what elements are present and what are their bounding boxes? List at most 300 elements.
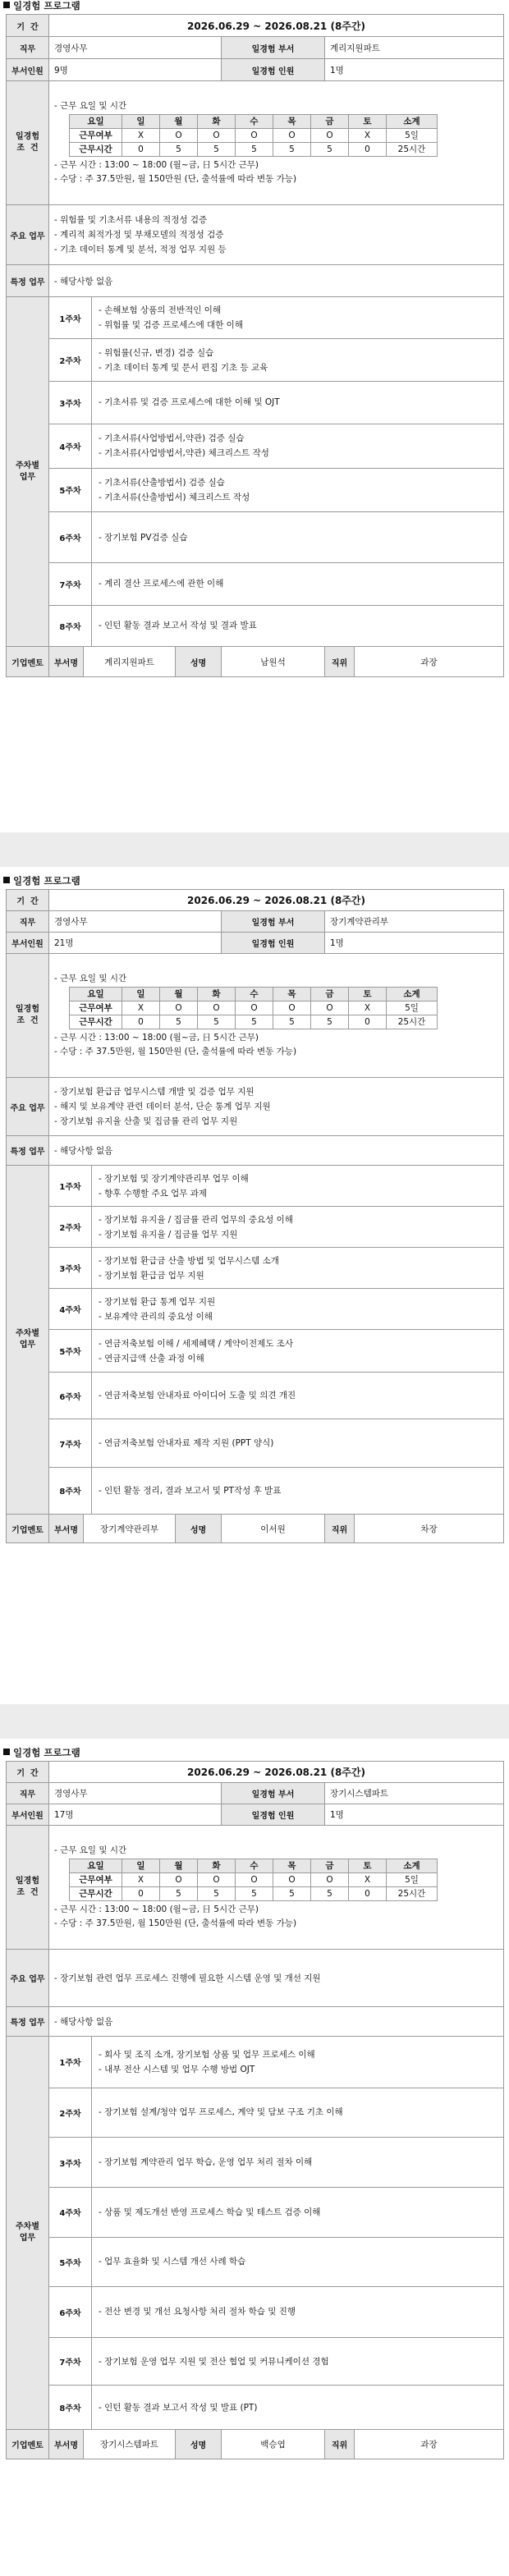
- special-tasks-value: - 해당사항 없음: [49, 1136, 504, 1166]
- week-row: [49, 1289, 504, 1330]
- square-bullet-icon: [3, 2, 10, 8]
- program-table: [6, 889, 504, 1543]
- schedule-header-cell: 요일: [70, 115, 122, 129]
- schedule-header-cell: 수: [236, 988, 273, 1002]
- week-tasks: [92, 297, 504, 339]
- mentor-label: 기업멘토: [7, 647, 49, 677]
- mentor-name-label: 성명: [176, 2430, 222, 2459]
- trainees-value: 1명: [325, 1804, 504, 1826]
- weekly-label-line: 주차별: [16, 1329, 39, 1338]
- week-tasks: [92, 2237, 504, 2287]
- work-time-note: - 근무 시간 : 13:00 ~ 18:00 (월~금, 日 5시간 근무): [54, 1904, 259, 1914]
- schedule-work-cell: O: [311, 129, 349, 143]
- week-tasks: [92, 1330, 504, 1373]
- mentor-label: 기업멘토: [7, 2430, 49, 2459]
- special-tasks-value: - 해당사항 없음: [49, 265, 504, 297]
- program-section: [0, 875, 509, 1704]
- week-task-line: - 상품 및 제도개선 반영 프로세스 학습 및 테스트 검증 이해: [99, 2207, 321, 2217]
- week-tasks: [92, 1419, 504, 1467]
- dept-value: 장기시스템파트: [325, 1783, 504, 1804]
- weekly-label-line: 주차별: [16, 461, 39, 470]
- schedule-hours-cell: 근무시간: [70, 1015, 122, 1029]
- schedule-work-cell: X: [349, 129, 387, 143]
- schedule-work-cell: 근무여부: [70, 1873, 122, 1887]
- week-task-line: - 연금저축보험 이해 / 세제혜택 / 계약이전제도 조사: [99, 1338, 294, 1349]
- conditions-label-line: 일경험: [16, 1877, 39, 1886]
- schedule-hours-cell: 근무시간: [70, 1887, 122, 1901]
- main-task-item: - 장기보험 관련 업무 프로세스 진행에 필요한 시스템 운영 및 개선 지원: [54, 1973, 321, 1983]
- schedule-work-cell: O: [160, 1873, 198, 1887]
- week-label: 4주차: [49, 424, 92, 469]
- schedule-work-cell: O: [236, 1873, 273, 1887]
- week-task-line: - 연금지급액 산출 과정 이해: [99, 1353, 204, 1364]
- week-task-line: - 장기보험 유지율 / 집금률 업무 지원: [99, 1229, 238, 1240]
- week-label: 1주차: [49, 2037, 92, 2088]
- conditions-label-line: 일경험: [16, 132, 39, 141]
- job-value: 경영사무: [49, 1783, 222, 1804]
- week-tasks: [92, 1207, 504, 1248]
- schedule-header-cell: 일: [122, 988, 160, 1002]
- schedule-hours-cell: 5: [236, 1015, 273, 1029]
- schedule-work-cell: O: [273, 1873, 311, 1887]
- schedule-hours-cell: 근무시간: [70, 143, 122, 157]
- dept-label: 일경험 부서: [222, 911, 325, 933]
- staff-value: 9명: [49, 59, 222, 81]
- week-tasks: [92, 2187, 504, 2237]
- schedule-work-cell: O: [198, 129, 236, 143]
- schedule-hours-cell: 5: [198, 143, 236, 157]
- schedule-table: [69, 114, 438, 157]
- week-task-line: - 장기보험 및 장기계약관리부 업무 이해: [99, 1173, 249, 1184]
- conditions-body: [49, 954, 504, 1078]
- week-row: [49, 1467, 504, 1514]
- schedule-header-cell: 요일: [70, 1859, 122, 1873]
- week-task-line: - 장기보험 유지율 / 집금률 관리 업무의 중요성 이해: [99, 1214, 293, 1225]
- schedule-work-cell: O: [311, 1873, 349, 1887]
- week-row: [49, 512, 504, 563]
- mentor-name-value: 백승엽: [222, 2430, 325, 2459]
- schedule-hours-cell: 5: [160, 143, 198, 157]
- schedule-intro: - 근무 요일 및 시간: [54, 1845, 127, 1855]
- main-tasks-label: 주요 업무: [7, 205, 49, 265]
- mentor-position-value: 과장: [355, 647, 504, 677]
- dept-value: 계리지원파트: [325, 37, 504, 59]
- week-task-line: - 장기보험 PV검증 실습: [99, 532, 188, 543]
- schedule-header-cell: 화: [198, 1859, 236, 1873]
- weekly-table: [49, 1166, 504, 1515]
- dept-label: 일경험 부서: [222, 1783, 325, 1804]
- schedule-work-cell: O: [236, 129, 273, 143]
- staff-value: 17명: [49, 1804, 222, 1826]
- week-task-line: - 기초서류(사업방법서,약관) 검증 실습: [99, 433, 245, 444]
- week-tasks: [92, 2037, 504, 2088]
- period-label: 기 간: [7, 15, 49, 37]
- mentor-dept-label: 부서명: [49, 647, 84, 677]
- week-row: [49, 605, 504, 646]
- week-task-line: - 연금저축보험 안내자료 아이디어 도출 및 의견 개진: [99, 1391, 296, 1401]
- week-task-line: - 기초서류 및 검증 프로세스에 대한 이해 및 OJT: [99, 397, 280, 408]
- job-value: 경영사무: [49, 37, 222, 59]
- main-task-item: - 계리적 최적가정 및 부채모델의 적정성 검증: [54, 230, 224, 240]
- trainees-value: 1명: [325, 59, 504, 81]
- weekly-tasks-body: [49, 2037, 504, 2430]
- week-tasks: [92, 512, 504, 563]
- week-row: [49, 1166, 504, 1207]
- weekly-label-line: 업무: [19, 472, 36, 482]
- week-label: 5주차: [49, 1330, 92, 1373]
- conditions-label-line: 조 건: [16, 1888, 39, 1897]
- section-title: [3, 1747, 80, 1758]
- program-table: [6, 14, 504, 677]
- mentor-name-value: 이서원: [222, 1515, 325, 1543]
- week-row: [49, 2337, 504, 2386]
- schedule-work-cell: 근무여부: [70, 129, 122, 143]
- staff-label: 부서인원: [7, 1804, 49, 1826]
- week-label: 6주차: [49, 1373, 92, 1419]
- week-task-line: - 내부 전산 시스템 및 업무 수행 방법 OJT: [99, 2064, 255, 2074]
- schedule-work-cell: O: [311, 1002, 349, 1015]
- week-task-line: - 인턴 활동 결과 보고서 작성 및 결과 발표: [99, 621, 257, 631]
- week-task-line: - 기초서류(사업방법서,약관) 체크리스트 작성: [99, 448, 269, 459]
- job-label: 직무: [7, 1783, 49, 1804]
- weekly-tasks-label: [7, 2037, 49, 2430]
- week-label: 3주차: [49, 2138, 92, 2188]
- schedule-hours-cell: 5: [273, 1887, 311, 1901]
- square-bullet-icon: [3, 877, 10, 883]
- main-tasks-list: [49, 205, 504, 265]
- main-task-item: - 위험률 및 기초서류 내용의 적정성 검증: [54, 215, 208, 225]
- week-tasks: [92, 2386, 504, 2430]
- program-section: [0, 1747, 509, 2576]
- week-task-line: - 보유계약 관리의 중요성 이해: [99, 1311, 213, 1322]
- week-task-line: - 연금저축보험 안내자료 제작 지원 (PPT 양식): [99, 1438, 274, 1449]
- schedule-hours-cell: 0: [122, 1887, 160, 1901]
- week-label: 4주차: [49, 1289, 92, 1330]
- week-row: [49, 1248, 504, 1289]
- week-tasks: [92, 1166, 504, 1207]
- mentor-label: 기업멘토: [7, 1515, 49, 1543]
- period-value: 2026.06.29 ~ 2026.08.21 (8주간): [49, 1762, 504, 1783]
- conditions-label-line: 조 건: [16, 1016, 39, 1025]
- job-value: 경영사무: [49, 911, 222, 933]
- week-label: 6주차: [49, 512, 92, 563]
- trainees-value: 1명: [325, 933, 504, 954]
- schedule-header-cell: 수: [236, 1859, 273, 1873]
- week-tasks: [92, 563, 504, 605]
- schedule-header-cell: 소계: [387, 115, 438, 129]
- schedule-work-cell: O: [236, 1002, 273, 1015]
- job-label: 직무: [7, 911, 49, 933]
- square-bullet-icon: [3, 1749, 10, 1755]
- section-title-text: 일경험 프로그램: [13, 875, 80, 887]
- schedule-header-cell: 토: [349, 1859, 387, 1873]
- mentor-dept-label: 부서명: [49, 1515, 84, 1543]
- section-title-text: 일경험 프로그램: [13, 0, 80, 11]
- section-title: [3, 0, 80, 11]
- schedule-header-cell: 소계: [387, 988, 438, 1002]
- mentor-dept-label: 부서명: [49, 2430, 84, 2459]
- staff-label: 부서인원: [7, 933, 49, 954]
- schedule-hours-cell: 5: [198, 1887, 236, 1901]
- week-row: [49, 2287, 504, 2338]
- schedule-work-cell: O: [160, 1002, 198, 1015]
- schedule-header-cell: 요일: [70, 988, 122, 1002]
- schedule-hours-cell: 0: [122, 1015, 160, 1029]
- week-tasks: [92, 1467, 504, 1514]
- week-task-line: - 위험률(신규, 변경) 검증 실습: [99, 347, 214, 358]
- work-time-note: - 근무 시간 : 13:00 ~ 18:00 (월~금, 日 5시간 근무): [54, 1033, 259, 1043]
- week-row: [49, 1373, 504, 1419]
- weekly-label-line: 업무: [19, 2234, 36, 2243]
- trainees-label: 일경험 인원: [222, 59, 325, 81]
- dept-value: 장기계약관리부: [325, 911, 504, 933]
- schedule-header-cell: 목: [273, 988, 311, 1002]
- week-label: 7주차: [49, 2337, 92, 2386]
- weekly-table: [49, 2037, 504, 2430]
- weekly-tasks-label: [7, 297, 49, 647]
- week-label: 7주차: [49, 1419, 92, 1467]
- work-time-note: - 근무 시간 : 13:00 ~ 18:00 (월~금, 日 5시간 근무): [54, 160, 259, 170]
- schedule-hours-cell: 5: [311, 1015, 349, 1029]
- week-tasks: [92, 2337, 504, 2386]
- main-task-item: - 장기보험 환급금 업무시스템 개발 및 검증 업무 지원: [54, 1087, 254, 1097]
- schedule-intro: - 근무 요일 및 시간: [54, 974, 127, 983]
- schedule-work-cell: 5일: [387, 1002, 438, 1015]
- week-label: 5주차: [49, 468, 92, 512]
- main-tasks-label: 주요 업무: [7, 1078, 49, 1136]
- weekly-tasks-body: [49, 297, 504, 647]
- conditions-label-line: 조 건: [16, 144, 39, 153]
- pay-note: - 수당 : 주 37.5만원, 월 150만원 (단, 출석률에 따라 변동 가능): [54, 1918, 297, 1928]
- pay-note: - 수당 : 주 37.5만원, 월 150만원 (단, 출석률에 따라 변동 가능): [54, 174, 297, 184]
- schedule-work-cell: O: [273, 129, 311, 143]
- week-label: 8주차: [49, 2386, 92, 2430]
- schedule-hours-cell: 5: [311, 143, 349, 157]
- week-task-line: - 계리 결산 프로세스에 관한 이해: [99, 579, 224, 589]
- week-task-line: - 기초 데이터 통계 및 문서 편집 기초 등 교육: [99, 362, 268, 373]
- period-value: 2026.06.29 ~ 2026.08.21 (8주간): [49, 890, 504, 911]
- week-label: 6주차: [49, 2287, 92, 2338]
- week-row: [49, 468, 504, 512]
- schedule-header-cell: 월: [160, 1859, 198, 1873]
- mentor-position-value: 과장: [355, 2430, 504, 2459]
- period-label: 기 간: [7, 890, 49, 911]
- schedule-header-cell: 화: [198, 115, 236, 129]
- week-task-line: - 향후 수행할 주요 업무 과제: [99, 1188, 208, 1199]
- schedule-work-cell: O: [198, 1002, 236, 1015]
- section-separator: [0, 832, 509, 867]
- mentor-name-label: 성명: [176, 647, 222, 677]
- special-tasks-label: 특정 업무: [7, 1136, 49, 1166]
- schedule-table: [69, 1859, 438, 1901]
- week-label: 3주차: [49, 381, 92, 424]
- schedule-work-cell: 5일: [387, 129, 438, 143]
- week-label: 1주차: [49, 297, 92, 339]
- schedule-hours-cell: 0: [349, 1015, 387, 1029]
- schedule-header-cell: 월: [160, 988, 198, 1002]
- week-tasks: [92, 605, 504, 646]
- week-tasks: [92, 2088, 504, 2138]
- mentor-position-label: 직위: [325, 2430, 355, 2459]
- week-tasks: [92, 1373, 504, 1419]
- schedule-hours-cell: 5: [160, 1887, 198, 1901]
- week-row: [49, 1419, 504, 1467]
- schedule-hours-cell: 5: [198, 1015, 236, 1029]
- week-label: 2주차: [49, 339, 92, 381]
- week-task-line: - 회사 및 조직 소개, 장기보험 상품 및 업무 프로세스 이해: [99, 2049, 315, 2060]
- schedule-work-cell: 근무여부: [70, 1002, 122, 1015]
- mentor-name-label: 성명: [176, 1515, 222, 1543]
- week-task-line: - 장기보험 설계/청약 업무 프로세스, 계약 및 담보 구조 기초 이해: [99, 2107, 343, 2118]
- week-tasks: [92, 2287, 504, 2338]
- mentor-dept-value: 계리지원파트: [84, 647, 176, 677]
- week-task-line: - 장기보험 환급 통계 업무 지원: [99, 1296, 216, 1307]
- schedule-header-cell: 목: [273, 115, 311, 129]
- week-tasks: [92, 1289, 504, 1330]
- section-title: [3, 875, 80, 887]
- section-separator: [0, 1704, 509, 1739]
- period-value: 2026.06.29 ~ 2026.08.21 (8주간): [49, 15, 504, 37]
- week-task-line: - 손해보험 상품의 전반적인 이해: [99, 305, 221, 316]
- main-task-item: - 해지 및 보유계약 관련 데이터 분석, 단순 통계 업무 지원: [54, 1102, 271, 1112]
- week-row: [49, 2237, 504, 2287]
- special-tasks-label: 특정 업무: [7, 265, 49, 297]
- weekly-label-line: 주차별: [16, 2222, 39, 2231]
- week-row: [49, 2187, 504, 2237]
- trainees-label: 일경험 인원: [222, 933, 325, 954]
- week-row: [49, 563, 504, 605]
- schedule-work-cell: O: [160, 129, 198, 143]
- schedule-header-cell: 금: [311, 988, 349, 1002]
- schedule-header-cell: 금: [311, 115, 349, 129]
- week-label: 8주차: [49, 605, 92, 646]
- schedule-hours-cell: 5: [160, 1015, 198, 1029]
- mentor-name-value: 남원석: [222, 647, 325, 677]
- week-row: [49, 339, 504, 381]
- program-table: [6, 1761, 504, 2459]
- main-tasks-list: [49, 1078, 504, 1136]
- schedule-header-cell: 월: [160, 115, 198, 129]
- weekly-table: [49, 297, 504, 647]
- week-row: [49, 2037, 504, 2088]
- week-label: 5주차: [49, 2237, 92, 2287]
- main-tasks-label: 주요 업무: [7, 1950, 49, 2007]
- weekly-label-line: 업무: [19, 1341, 36, 1350]
- mentor-dept-value: 장기시스템파트: [84, 2430, 176, 2459]
- week-label: 2주차: [49, 1207, 92, 1248]
- week-task-line: - 전산 변경 및 개선 요청사항 처리 절차 학습 및 진행: [99, 2307, 296, 2317]
- week-tasks: [92, 381, 504, 424]
- conditions-label: [7, 1826, 49, 1950]
- week-task-line: - 장기보험 환급금 업무 지원: [99, 1270, 204, 1281]
- schedule-work-cell: X: [122, 1002, 160, 1015]
- pay-note: - 수당 : 주 37.5만원, 월 150만원 (단, 출석률에 따라 변동 가능): [54, 1047, 297, 1057]
- schedule-intro: - 근무 요일 및 시간: [54, 101, 127, 111]
- schedule-header-cell: 수: [236, 115, 273, 129]
- week-task-line: - 기초서류(산출방법서) 체크리스트 작성: [99, 492, 250, 502]
- week-label: 3주차: [49, 1248, 92, 1289]
- schedule-hours-cell: 25시간: [387, 143, 438, 157]
- schedule-hours-cell: 5: [236, 1887, 273, 1901]
- main-task-item: - 장기보험 유지율 산출 및 집금률 관리 업무 지원: [54, 1116, 238, 1126]
- schedule-hours-cell: 0: [349, 143, 387, 157]
- week-row: [49, 424, 504, 469]
- week-row: [49, 1207, 504, 1248]
- schedule-hours-cell: 0: [349, 1887, 387, 1901]
- mentor-position-value: 차장: [355, 1515, 504, 1543]
- main-tasks-list: [49, 1950, 504, 2007]
- conditions-label: [7, 81, 49, 205]
- week-task-line: - 기초서류(산출방법서) 검증 실습: [99, 477, 225, 488]
- week-task-line: - 장기보험 계약관리 업무 학습, 운영 업무 처리 절차 이해: [99, 2157, 313, 2168]
- main-task-item: - 기초 데이터 통계 및 분석, 적정 업무 지원 등: [54, 245, 227, 254]
- schedule-header-cell: 토: [349, 115, 387, 129]
- week-label: 8주차: [49, 1467, 92, 1514]
- schedule-work-cell: O: [198, 1873, 236, 1887]
- schedule-header-cell: 화: [198, 988, 236, 1002]
- conditions-body: [49, 81, 504, 205]
- week-label: 1주차: [49, 1166, 92, 1207]
- schedule-work-cell: X: [122, 129, 160, 143]
- week-task-line: - 인턴 활동 결과 보고서 작성 및 발표 (PT): [99, 2402, 258, 2413]
- week-task-line: - 장기보험 환급금 산출 방법 및 업무시스템 소개: [99, 1255, 279, 1266]
- week-task-line: - 업무 효율화 및 시스템 개선 사례 학습: [99, 2257, 246, 2267]
- mentor-position-label: 직위: [325, 647, 355, 677]
- schedule-header-cell: 목: [273, 1859, 311, 1873]
- section-title-text: 일경험 프로그램: [13, 1747, 80, 1758]
- mentor-dept-value: 장기계약관리부: [84, 1515, 176, 1543]
- weekly-tasks-body: [49, 1166, 504, 1515]
- job-label: 직무: [7, 37, 49, 59]
- week-tasks: [92, 1248, 504, 1289]
- mentor-position-label: 직위: [325, 1515, 355, 1543]
- week-row: [49, 381, 504, 424]
- schedule-work-cell: O: [273, 1002, 311, 1015]
- schedule-hours-cell: 5: [236, 143, 273, 157]
- schedule-hours-cell: 5: [311, 1887, 349, 1901]
- staff-label: 부서인원: [7, 59, 49, 81]
- week-task-line: - 인턴 활동 정리, 결과 보고서 및 PT작성 후 발표: [99, 1485, 282, 1496]
- schedule-hours-cell: 5: [273, 1015, 311, 1029]
- schedule-table: [69, 987, 438, 1029]
- week-label: 2주차: [49, 2088, 92, 2138]
- schedule-header-cell: 소계: [387, 1859, 438, 1873]
- week-row: [49, 2088, 504, 2138]
- week-tasks: [92, 2138, 504, 2188]
- week-row: [49, 297, 504, 339]
- week-task-line: - 위험률 및 검증 프로세스에 대한 이해: [99, 320, 243, 331]
- week-label: 7주차: [49, 563, 92, 605]
- schedule-header-cell: 금: [311, 1859, 349, 1873]
- schedule-work-cell: X: [122, 1873, 160, 1887]
- weekly-tasks-label: [7, 1166, 49, 1515]
- week-tasks: [92, 339, 504, 381]
- schedule-header-cell: 일: [122, 115, 160, 129]
- week-row: [49, 2386, 504, 2430]
- dept-label: 일경험 부서: [222, 37, 325, 59]
- schedule-work-cell: 5일: [387, 1873, 438, 1887]
- week-tasks: [92, 424, 504, 469]
- conditions-label: [7, 954, 49, 1078]
- schedule-header-cell: 토: [349, 988, 387, 1002]
- week-tasks: [92, 468, 504, 512]
- schedule-work-cell: X: [349, 1002, 387, 1015]
- schedule-hours-cell: 25시간: [387, 1887, 438, 1901]
- week-task-line: - 장기보험 운영 업무 지원 및 전산 협업 및 커뮤니케이션 경험: [99, 2356, 329, 2367]
- week-row: [49, 2138, 504, 2188]
- program-section: [0, 0, 509, 829]
- period-label: 기 간: [7, 1762, 49, 1783]
